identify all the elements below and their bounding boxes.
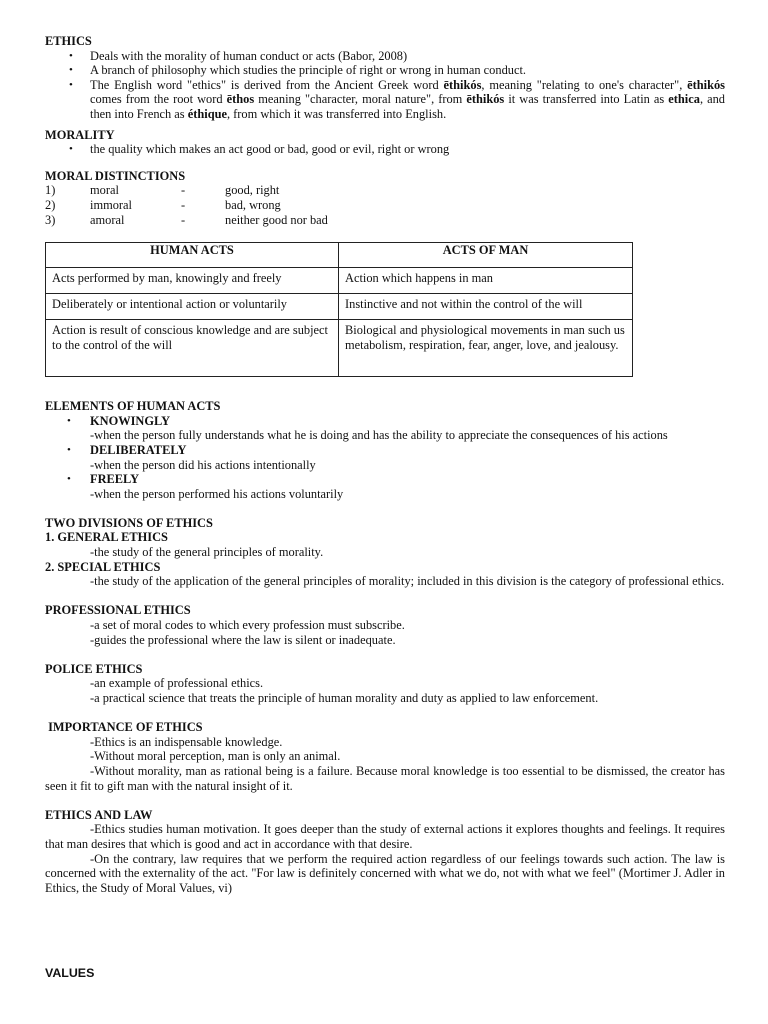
column-header-human-acts: HUMAN ACTS (46, 243, 339, 268)
element-description: -when the person performed his actions voluntarily (90, 486, 344, 501)
table-cell: Action is result of conscious knowledge and are subject to the control of the will (46, 320, 339, 377)
importance-line: -Ethics is an indispensable knowledge. (90, 734, 283, 749)
police-ethics-line: -a practical science that treats the principle of human morality and duty as applied to law enforcement. (90, 691, 599, 705)
table-header-row (46, 243, 633, 268)
column-header-acts-of-man: ACTS OF MAN (339, 243, 633, 268)
morality-heading: MORALITY (45, 127, 115, 142)
etymology-text: meaning "character, moral nature", from (254, 92, 467, 107)
distinction-dash: - (181, 197, 186, 212)
greek-term: ēthikós (687, 77, 725, 92)
ethics-and-law-heading: ETHICS AND LAW (45, 807, 153, 822)
special-ethics-label: 2. SPECIAL ETHICS (45, 559, 161, 574)
police-ethics-heading: POLICE ETHICS (45, 661, 143, 676)
element-description: -when the person did his actions intentionally (90, 457, 316, 472)
greek-term: ēthikós (443, 77, 482, 92)
french-term: éthique (187, 106, 227, 121)
table-cell: Instinctive and not within the control of the will (339, 294, 633, 320)
element-item-knowingly (45, 414, 725, 443)
element-description: -when the person fully understands what he is doing and has the ability to appreciate the consequences of his actions (90, 428, 668, 443)
distinction-term: amoral (90, 212, 125, 227)
morality-bullet-list (45, 142, 725, 157)
ethics-bullet-3 (45, 78, 725, 122)
etymology-text: , from which it was transferred into English. (226, 106, 447, 121)
importance-line: -Without moral perception, man is only an animal. (90, 749, 341, 764)
moral-distinctions-list (45, 183, 725, 227)
table-cell: Action which happens in man (339, 268, 633, 294)
distinction-number: 2) (45, 197, 56, 212)
document-page (45, 34, 725, 895)
table-row (46, 320, 633, 377)
special-ethics-description: -the study of the application of the general principles of morality; included in this division is the category of professional ethics. (90, 574, 725, 589)
human-acts-table (45, 242, 633, 377)
distinction-number: 1) (45, 183, 56, 198)
police-ethics-line: -an example of professional ethics. (90, 676, 264, 691)
elements-list (45, 414, 725, 502)
ethics-and-law-paragraph-1: -Ethics studies human motivation. It goes deeper than the study of external actions it explores thoughts and feelings. It requires that man desires that which is good and act in accordance with that desire. (45, 822, 725, 851)
distinction-dash: - (181, 183, 186, 198)
professional-ethics-line: -a set of moral codes to which every profession must subscribe. (90, 618, 405, 633)
etymology-text: it was transferred into Latin as (504, 92, 669, 107)
ethics-bullet-list (45, 49, 725, 122)
element-item-deliberately (45, 443, 725, 472)
distinction-row (45, 183, 725, 198)
distinction-term: immoral (90, 197, 132, 212)
ethics-bullet-2: • A branch of philosophy which studies the principle of right or wrong in human conduct. (45, 63, 725, 78)
elements-heading: ELEMENTS OF HUMAN ACTS (45, 399, 221, 414)
distinction-meaning: good, right (225, 183, 280, 198)
divisions-heading: TWO DIVISIONS OF ETHICS (45, 515, 213, 530)
element-label: • FREELY (90, 472, 140, 487)
table-row (46, 268, 633, 294)
ethics-and-law-paragraph-2: -On the contrary, law requires that we perform the required action regardless of our feelings towards such action. The law is concerned with the externality of the act. "For law is definitely concerned with what we do, not with what we feel" (Mortimer J. Adler in Ethics, the Study of Moral Values, vi) (45, 851, 725, 895)
distinction-meaning: bad, wrong (225, 197, 281, 212)
element-item-freely (45, 472, 725, 501)
professional-ethics-line: -guides the professional where the law is silent or inadequate. (90, 632, 396, 647)
table-cell: Acts performed by man, knowingly and freely (46, 268, 339, 294)
morality-bullet: • the quality which makes an act good or bad, good or evil, right or wrong (45, 142, 725, 157)
etymology-text: comes from the root word (90, 92, 227, 107)
etymology-text: The English word "ethics" is derived from the Ancient Greek word (90, 77, 444, 92)
element-label: • KNOWINGLY (90, 413, 171, 428)
table-cell: Biological and physiological movements in man such us metabolism, respiration, fear, anger, love, and jealousy. (339, 320, 633, 377)
table-cell: Deliberately or intentional action or voluntarily (46, 294, 339, 320)
distinction-dash: - (181, 212, 186, 227)
general-ethics-description: -the study of the general principles of morality. (90, 545, 324, 560)
importance-paragraph: -Without morality, man as rational being is a failure. Because moral knowledge is too essential to be dismissed, the creator has seen it fit to gift man with the natural insight of it. (45, 763, 725, 793)
importance-heading: IMPORTANCE OF ETHICS (45, 720, 203, 735)
ethics-bullet-1: • Deals with the morality of human conduct or acts (Babor, 2008) (45, 49, 725, 64)
moral-distinctions-heading: MORAL DISTINCTIONS (45, 168, 186, 183)
etymology-text: , and then into French as (90, 92, 725, 121)
latin-term: ethica (668, 92, 700, 107)
distinction-term: moral (90, 183, 119, 198)
greek-term: ēthikós (466, 92, 505, 107)
distinction-meaning: neither good nor bad (225, 212, 328, 227)
greek-root: ēthos (226, 92, 255, 107)
element-label: • DELIBERATELY (90, 442, 187, 457)
distinction-row (45, 198, 725, 213)
distinction-row (45, 213, 725, 228)
table-row (46, 294, 633, 320)
professional-ethics-heading: PROFESSIONAL ETHICS (45, 603, 191, 618)
ethics-heading: ETHICS (45, 34, 92, 48)
general-ethics-label: 1. GENERAL ETHICS (45, 530, 168, 545)
etymology-text: , meaning "relating to one's character", (481, 77, 688, 92)
distinction-number: 3) (45, 212, 56, 227)
values-heading: VALUES (45, 966, 95, 980)
